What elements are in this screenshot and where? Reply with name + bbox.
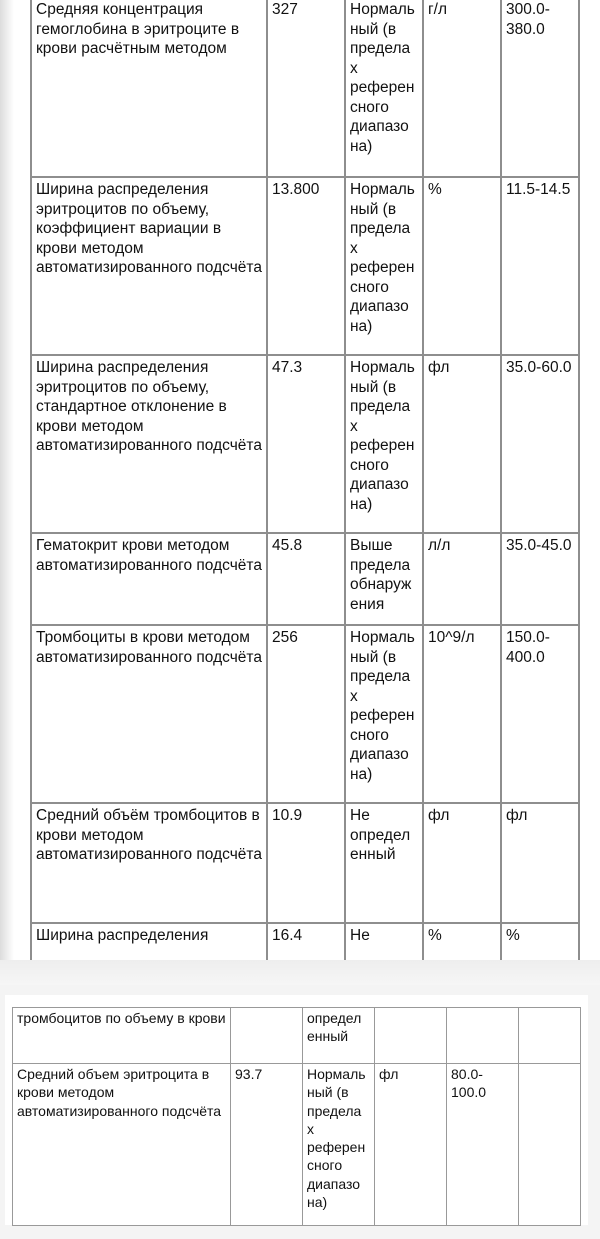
test-name-cell: Средний объём тромбоцитов в крови методом автоматизированного подсчёта: [31, 803, 267, 923]
table-row: [13, 1064, 581, 1226]
table-row: [31, 803, 579, 923]
extra-cell: [519, 1064, 581, 1226]
reference-range-cell: 300.0- 380.0: [501, 0, 579, 177]
test-name-cell: Ширина распределения эритроцитов по объему, стандартное отклонение в крови методом автоматизированного подсчёта: [31, 355, 267, 533]
reference-range-cell: 80.0- 100.0: [447, 1064, 519, 1226]
test-name-cell: Гематокрит крови методом автоматизированного подсчёта: [31, 533, 267, 625]
reference-range-cell: фл: [501, 803, 579, 923]
status-cell: Нормаль ный (в предела х референ сного диапазо на): [345, 0, 423, 177]
test-name-cell: Тромбоциты в крови методом автоматизированного подсчёта: [31, 625, 267, 803]
reference-range-cell: 35.0-45.0: [501, 533, 579, 625]
unit-cell: %: [423, 177, 501, 355]
test-name-cell: тромбоцитов по объему в крови: [13, 1008, 231, 1064]
result-value-cell: 10.9: [267, 803, 345, 923]
unit-cell: фл: [375, 1064, 447, 1226]
status-cell: Не определ енный: [345, 803, 423, 923]
result-value-cell: 327: [267, 0, 345, 177]
result-value-cell: 13.800: [267, 177, 345, 355]
result-value-cell: [231, 1008, 303, 1064]
table-row: [31, 177, 579, 355]
reference-range-cell: 150.0- 400.0: [501, 625, 579, 803]
reference-range-cell: 35.0-60.0: [501, 355, 579, 533]
status-cell: Нормаль ный (в предела х референ сного диапазо на): [345, 625, 423, 803]
table-row: [31, 533, 579, 625]
unit-cell: фл: [423, 803, 501, 923]
table-row: [31, 625, 579, 803]
status-cell: Не: [345, 923, 423, 963]
table-row: [13, 1008, 581, 1064]
status-cell: Выше предела обнаруж ения: [345, 533, 423, 625]
result-value-cell: 45.8: [267, 533, 345, 625]
lab-results-table-continued: [12, 1007, 581, 1226]
table-row: [31, 923, 579, 963]
page-gap: [0, 960, 600, 985]
unit-cell: [375, 1008, 447, 1064]
unit-cell: г/л: [423, 0, 501, 177]
result-value-cell: 16.4: [267, 923, 345, 963]
extra-cell: [519, 1008, 581, 1064]
result-value-cell: 93.7: [231, 1064, 303, 1226]
status-cell: определ енный: [303, 1008, 375, 1064]
table-row: [31, 355, 579, 533]
unit-cell: л/л: [423, 533, 501, 625]
lab-results-table: [30, 0, 580, 964]
test-name-cell: Ширина распределения: [31, 923, 267, 963]
reference-range-cell: %: [501, 923, 579, 963]
unit-cell: %: [423, 923, 501, 963]
page-edge-shadow: [0, 0, 14, 965]
test-name-cell: Ширина распределения эритроцитов по объему, коэффициент вариации в крови методом автоматизированного подсчёта: [31, 177, 267, 355]
table-row: [31, 0, 579, 177]
status-cell: Нормаль ный (в предела х референ сного диапазо на): [345, 355, 423, 533]
unit-cell: 10^9/л: [423, 625, 501, 803]
reference-range-cell: [447, 1008, 519, 1064]
unit-cell: фл: [423, 355, 501, 533]
result-value-cell: 47.3: [267, 355, 345, 533]
test-name-cell: Средний объем эритроцита в крови методом автоматизированного подсчёта: [13, 1064, 231, 1226]
status-cell: Нормаль ный (в предела х референ сного диапазо на): [345, 177, 423, 355]
test-name-cell: Средняя концентрация гемоглобина в эритроците в крови расчётным методом: [31, 0, 267, 177]
status-cell: Нормаль ный (в предела х референ сного диапазо на): [303, 1064, 375, 1226]
reference-range-cell: 11.5-14.5: [501, 177, 579, 355]
document-page-bottom: [0, 985, 600, 1239]
result-value-cell: 256: [267, 625, 345, 803]
